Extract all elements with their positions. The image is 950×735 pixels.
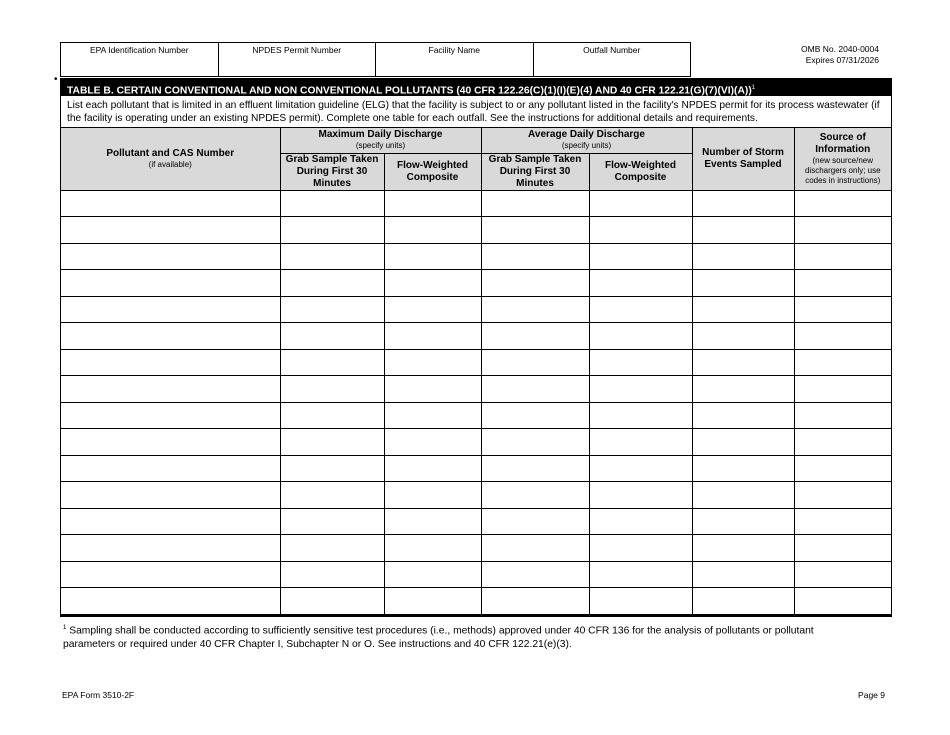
form-id: EPA Form 3510-2F: [62, 690, 135, 700]
col-header-max-grab: Grab Sample Taken During First 30 Minutes: [280, 153, 384, 190]
max-grab-cell[interactable]: [280, 429, 384, 456]
pollutant-cell[interactable]: [61, 270, 280, 297]
max-flow-cell[interactable]: [384, 508, 481, 535]
pollutant-cell[interactable]: [61, 429, 280, 456]
col-header-avg-grab: Grab Sample Taken During First 30 Minutes: [481, 153, 589, 190]
source-cell[interactable]: [794, 561, 891, 588]
avg-daily-label: Average Daily Discharge: [528, 129, 645, 141]
col-header-max-daily: [280, 128, 481, 153]
facility-name-label: Facility Name: [428, 45, 480, 55]
max-daily-units-note: (specify units): [355, 141, 406, 151]
max-grab-cell[interactable]: [280, 561, 384, 588]
avg-grab-cell[interactable]: [481, 402, 589, 429]
table-row: [61, 588, 891, 615]
pollutant-cell[interactable]: [61, 349, 280, 376]
avg-grab-cell[interactable]: [481, 323, 589, 350]
source-cell[interactable]: [794, 190, 891, 217]
pollutant-cell[interactable]: [61, 482, 280, 509]
avg-flow-cell[interactable]: [589, 508, 692, 535]
col-header-avg-daily: [481, 128, 692, 153]
avg-grab-cell[interactable]: [481, 190, 589, 217]
max-grab-cell[interactable]: [280, 402, 384, 429]
source-header-note: (new source/new dischargers only; use codes in instructions): [804, 155, 881, 185]
pollutant-rows: [61, 190, 891, 614]
max-grab-cell[interactable]: [280, 270, 384, 297]
max-grab-cell[interactable]: [280, 455, 384, 482]
avg-grab-cell[interactable]: [481, 508, 589, 535]
pollutant-cell[interactable]: [61, 190, 280, 217]
title-footnote-mark: 1: [751, 85, 756, 91]
pollutant-cell[interactable]: [61, 296, 280, 323]
max-grab-cell[interactable]: [280, 535, 384, 562]
table-row: [61, 455, 891, 482]
avg-grab-cell[interactable]: [481, 243, 589, 270]
table-row: [61, 561, 891, 588]
max-flow-cell[interactable]: [384, 217, 481, 244]
outfall-number-label: Outfall Number: [583, 45, 641, 55]
storm-events-cell[interactable]: [692, 402, 794, 429]
source-cell[interactable]: [794, 455, 891, 482]
table-row: [61, 270, 891, 297]
max-grab-cell[interactable]: [280, 349, 384, 376]
avg-grab-cell[interactable]: [481, 482, 589, 509]
table-row: [61, 190, 891, 217]
col-header-storm-events: Number of Storm Events Sampled: [692, 128, 794, 190]
storm-events-cell[interactable]: [692, 535, 794, 562]
storm-events-cell[interactable]: [692, 455, 794, 482]
epa-id-field[interactable]: [61, 43, 219, 77]
source-cell[interactable]: [794, 535, 891, 562]
pollutant-cell[interactable]: [61, 323, 280, 350]
table-row: [61, 508, 891, 535]
avg-flow-cell[interactable]: [589, 217, 692, 244]
max-flow-cell[interactable]: [384, 243, 481, 270]
omb-info: [760, 44, 879, 66]
col-header-avg-flow: Flow-Weighted Composite: [589, 153, 692, 190]
source-cell[interactable]: [794, 508, 891, 535]
storm-events-cell[interactable]: [692, 323, 794, 350]
avg-flow-cell[interactable]: [589, 376, 692, 403]
max-flow-cell[interactable]: [384, 190, 481, 217]
pollutant-grid: [61, 128, 891, 615]
pollutant-cell[interactable]: [61, 376, 280, 403]
table-title: TABLE B. CERTAIN CONVENTIONAL AND NON CONVENTIONAL POLLUTANTS (40 CFR 122.26(C)(1)(I)(E)(4) AND 40 CFR 122.21(G)(7)(VI)(A)): [67, 85, 752, 96]
pollutant-cell[interactable]: [61, 561, 280, 588]
storm-events-cell[interactable]: [692, 561, 794, 588]
source-cell[interactable]: [794, 323, 891, 350]
pollutant-cell[interactable]: [61, 243, 280, 270]
table-row: [61, 402, 891, 429]
avg-flow-cell[interactable]: [589, 190, 692, 217]
col-header-pollutant: [61, 128, 280, 190]
max-grab-cell[interactable]: [280, 243, 384, 270]
table-instructions: List each pollutant that is limited in an effluent limitation guideline (ELG) that the facility is subject to or any pollutant listed in the facility's NPDES permit for its process wastewater (if the facility is operating under an existing NPDES permit). Complete one table for each outfall. See the instructions for additional details and requirements.: [61, 96, 891, 128]
source-cell[interactable]: [794, 243, 891, 270]
omb-number: OMB No. 2040-0004: [801, 44, 879, 54]
max-flow-cell[interactable]: [384, 323, 481, 350]
source-cell[interactable]: [794, 349, 891, 376]
avg-flow-cell[interactable]: [589, 349, 692, 376]
table-row: [61, 535, 891, 562]
storm-events-cell[interactable]: [692, 429, 794, 456]
col-header-source: [794, 128, 891, 190]
footnote: [63, 621, 863, 652]
max-flow-cell[interactable]: [384, 270, 481, 297]
footnote-mark: 1: [63, 625, 67, 631]
storm-events-cell[interactable]: [692, 217, 794, 244]
pollutant-cell[interactable]: [61, 217, 280, 244]
max-grab-cell[interactable]: [280, 217, 384, 244]
storm-events-cell[interactable]: [692, 482, 794, 509]
pollutant-header-label: Pollutant and CAS Number: [106, 147, 235, 159]
avg-grab-cell[interactable]: [481, 270, 589, 297]
pollutant-cell[interactable]: [61, 588, 280, 615]
npdes-permit-field[interactable]: [218, 43, 376, 77]
storm-events-cell[interactable]: [692, 243, 794, 270]
facility-name-field[interactable]: [376, 43, 534, 77]
source-cell[interactable]: [794, 402, 891, 429]
table-row: [61, 243, 891, 270]
pollutant-header-note: (if available): [148, 159, 192, 169]
max-grab-cell[interactable]: [280, 588, 384, 615]
source-cell[interactable]: [794, 429, 891, 456]
avg-flow-cell[interactable]: [589, 561, 692, 588]
avg-flow-cell[interactable]: [589, 243, 692, 270]
max-flow-cell[interactable]: [384, 402, 481, 429]
storm-events-cell[interactable]: [692, 376, 794, 403]
avg-flow-cell[interactable]: [589, 296, 692, 323]
avg-flow-cell[interactable]: [589, 482, 692, 509]
avg-grab-cell[interactable]: [481, 455, 589, 482]
table-row: [61, 376, 891, 403]
table-row: [61, 429, 891, 456]
pollutant-cell[interactable]: [61, 455, 280, 482]
max-flow-cell[interactable]: [384, 296, 481, 323]
max-grab-cell[interactable]: [280, 508, 384, 535]
max-grab-cell[interactable]: [280, 190, 384, 217]
outfall-number-field[interactable]: [533, 43, 691, 77]
source-cell[interactable]: [794, 482, 891, 509]
pollutant-cell[interactable]: [61, 402, 280, 429]
max-grab-cell[interactable]: [280, 323, 384, 350]
avg-flow-cell[interactable]: [589, 270, 692, 297]
source-cell[interactable]: [794, 296, 891, 323]
avg-flow-cell[interactable]: [589, 588, 692, 615]
source-cell[interactable]: [794, 376, 891, 403]
max-flow-cell[interactable]: [384, 429, 481, 456]
avg-grab-cell[interactable]: [481, 535, 589, 562]
avg-grab-cell[interactable]: [481, 217, 589, 244]
avg-flow-cell[interactable]: [589, 323, 692, 350]
table-title-bar: [61, 79, 891, 96]
max-grab-cell[interactable]: [280, 296, 384, 323]
avg-flow-cell[interactable]: [589, 535, 692, 562]
table-row: [61, 349, 891, 376]
max-grab-cell[interactable]: [280, 376, 384, 403]
pollutant-cell[interactable]: [61, 508, 280, 535]
table-row: [61, 296, 891, 323]
avg-grab-cell[interactable]: [481, 561, 589, 588]
footnote-text: Sampling shall be conducted according to sufficiently sensitive test procedures (i.e., methods) approved under 40 CFR 136 for the analysis of pollutants or pollutant parameters or required under 40 CFR Chapter I, Subchapter N or O. See instructions and 40 CFR 122.21(e)(3).: [63, 625, 814, 651]
source-cell[interactable]: [794, 588, 891, 615]
avg-flow-cell[interactable]: [589, 402, 692, 429]
max-grab-cell[interactable]: [280, 482, 384, 509]
npdes-permit-label: NPDES Permit Number: [252, 45, 342, 55]
max-flow-cell[interactable]: [384, 588, 481, 615]
table-row: [61, 217, 891, 244]
pollutant-cell[interactable]: [61, 535, 280, 562]
avg-grab-cell[interactable]: [481, 376, 589, 403]
max-flow-cell[interactable]: [384, 535, 481, 562]
avg-flow-cell[interactable]: [589, 429, 692, 456]
max-flow-cell[interactable]: [384, 561, 481, 588]
avg-grab-cell[interactable]: [481, 429, 589, 456]
page-number: Page 9: [858, 690, 885, 700]
avg-grab-cell[interactable]: [481, 588, 589, 615]
omb-expiration: Expires 07/31/2026: [805, 55, 879, 65]
epa-id-label: EPA Identification Number: [89, 45, 189, 55]
storm-events-cell[interactable]: [692, 190, 794, 217]
table-row: [61, 323, 891, 350]
table-b: [60, 78, 892, 617]
max-flow-cell[interactable]: [384, 482, 481, 509]
max-flow-cell[interactable]: [384, 455, 481, 482]
avg-grab-cell[interactable]: [481, 349, 589, 376]
max-flow-cell[interactable]: [384, 349, 481, 376]
max-flow-cell[interactable]: [384, 376, 481, 403]
avg-flow-cell[interactable]: [589, 455, 692, 482]
max-daily-label: Maximum Daily Discharge: [318, 129, 443, 141]
source-cell[interactable]: [794, 217, 891, 244]
storm-events-cell[interactable]: [692, 349, 794, 376]
storm-events-cell[interactable]: [692, 508, 794, 535]
col-header-max-flow: Flow-Weighted Composite: [384, 153, 481, 190]
avg-grab-cell[interactable]: [481, 296, 589, 323]
avg-daily-units-note: (specify units): [561, 141, 612, 151]
storm-events-cell[interactable]: [692, 270, 794, 297]
storm-events-cell[interactable]: [692, 588, 794, 615]
margin-dot: •: [54, 74, 58, 85]
source-cell[interactable]: [794, 270, 891, 297]
source-header-label: Source of Information: [815, 131, 871, 155]
storm-events-cell[interactable]: [692, 296, 794, 323]
table-row: [61, 482, 891, 509]
facility-id-header: [60, 42, 691, 77]
